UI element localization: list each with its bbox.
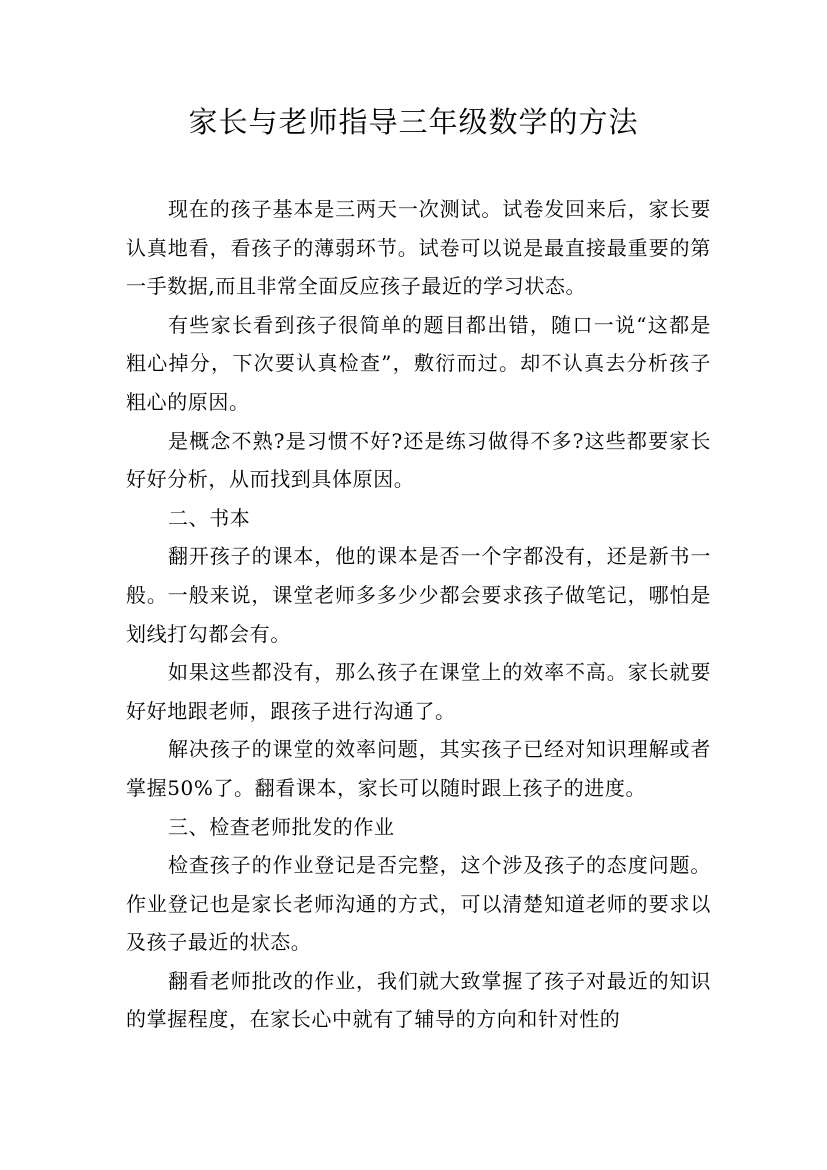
paragraph-7: 检查孩子的作业登记是否完整，这个涉及孩子的态度问题。作业登记也是家长老师沟通的方式，可以清楚知道老师的要求以及孩子最近的状态。 — [126, 853, 711, 955]
section-heading-books: 二、书本 — [168, 505, 251, 530]
paragraph-3: 是概念不熟?是习惯不好?还是练习做得不多?这些都要家长好好分析，从而找到具体原因。 — [126, 428, 711, 492]
paragraph-1: 现在的孩子基本是三两天一次测试。试卷发回来后，家长要认真地看，看孩子的薄弱环节。试卷可以说是最直接最重要的第一手数据,而且非常全面反应孩子最近的学习状态。 — [126, 197, 711, 299]
document-body — [126, 190, 711, 1039]
paragraph-8: 翻看老师批改的作业，我们就大致掌握了孩子对最近的知识的掌握程度，在家长心中就有了辅导的方向和针对性的 — [126, 968, 711, 1032]
paragraph-2: 有些家长看到孩子很简单的题目都出错，随口一说“这都是粗心掉分，下次要认真检查”，敷衍而过。却不认真去分析孩子粗心的原因。 — [126, 312, 711, 414]
paragraph-6: 解决孩子的课堂的效率问题，其实孩子已经对知识理解或者掌握50%了。翻看课本，家长可以随时跟上孩子的进度。 — [126, 737, 711, 800]
document-title: 家长与老师指导三年级数学的方法 — [188, 105, 639, 139]
paragraph-4: 翻开孩子的课本，他的课本是否一个字都没有，还是新书一般。一般来说，课堂老师多多少少都会要求孩子做笔记，哪怕是划线打勾都会有。 — [126, 544, 711, 646]
paragraph-5: 如果这些都没有，那么孩子在课堂上的效率不高。家长就要好好地跟老师，跟孩子进行沟通了。 — [126, 660, 711, 723]
section-heading-homework: 三、检查老师批发的作业 — [168, 814, 395, 839]
